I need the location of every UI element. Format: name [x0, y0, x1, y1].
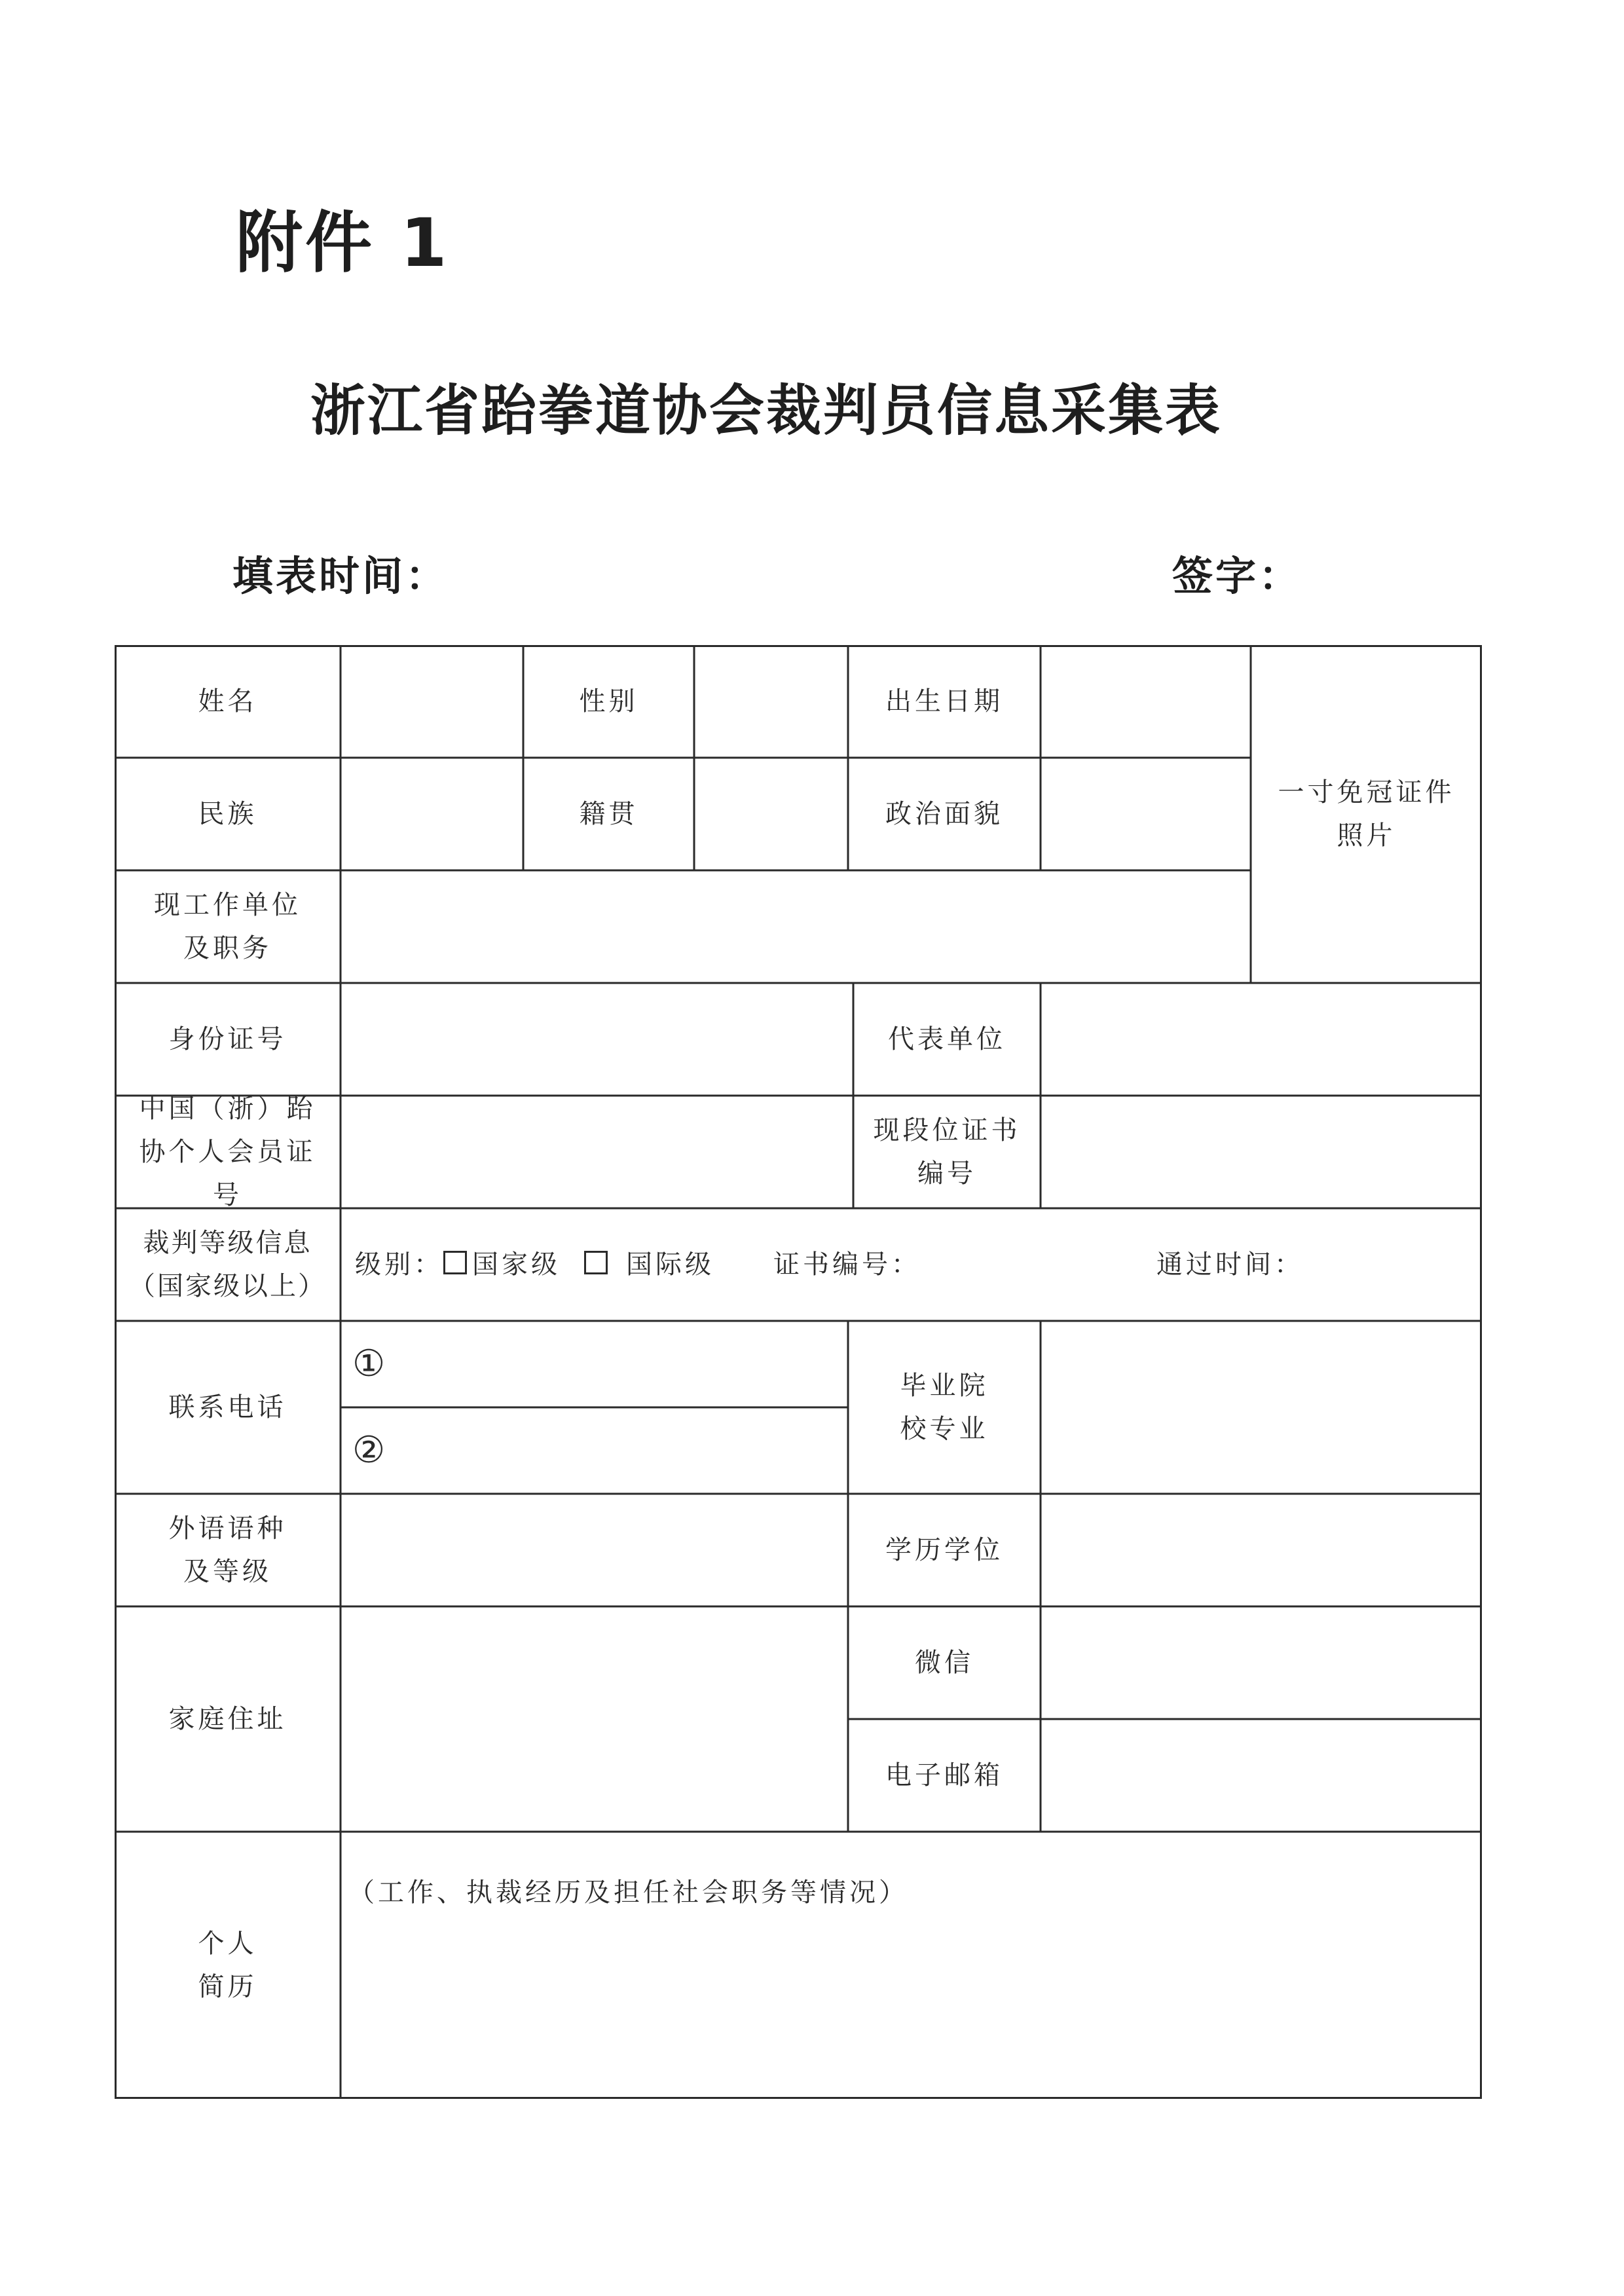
id-number-label: 身份证号	[168, 1024, 287, 1054]
referee-level-row	[341, 1208, 1482, 1321]
phone-1-marker: ①	[352, 1342, 386, 1385]
gender-label: 性别	[579, 686, 638, 716]
email-field[interactable]	[1041, 1719, 1482, 1832]
work-unit-field[interactable]	[341, 870, 1251, 983]
page-title: 浙江省跆拳道协会裁判员信息采集表	[310, 379, 1222, 443]
birth-date-field[interactable]	[1041, 645, 1251, 758]
home-address-field[interactable]	[341, 1606, 848, 1832]
member-no-field[interactable]	[341, 1096, 853, 1208]
work-unit-label: 现工作单位及职务	[154, 890, 301, 963]
email-label: 电子邮箱	[885, 1760, 1003, 1790]
school-major-label: 毕业院校专业	[900, 1371, 989, 1444]
resume-label: 个人简历	[198, 1929, 257, 2002]
dan-cert-no-field[interactable]	[1041, 1096, 1482, 1208]
photo-placeholder[interactable]: 一寸免冠证件照片	[1278, 777, 1455, 851]
education-label: 学历学位	[885, 1535, 1003, 1565]
annex-label: 附件 1	[236, 204, 450, 282]
resume-hint: （工作、执裁经历及担任社会职务等情况）	[348, 1878, 908, 1908]
home-address-label: 家庭住址	[168, 1704, 287, 1734]
fill-date-label: 填表时间：	[232, 552, 449, 600]
level-international-label: 国际级	[626, 1250, 714, 1280]
ethnicity-label: 民族	[198, 799, 257, 829]
referee-level-label: 裁判等级信息（国家级以上）	[129, 1228, 326, 1301]
wechat-label: 微信	[915, 1648, 974, 1678]
cert-no-label: 证书编号：	[773, 1250, 921, 1280]
pass-time-label: 通过时间：	[1156, 1250, 1304, 1280]
phone-2-field[interactable]	[341, 1407, 848, 1494]
school-major-field[interactable]	[1041, 1321, 1482, 1494]
foreign-language-label: 外语语种及等级	[168, 1513, 287, 1587]
id-number-field[interactable]	[341, 983, 853, 1096]
checkbox-national[interactable]	[443, 1251, 467, 1274]
info-form-table	[115, 645, 1482, 2099]
phone-1-field[interactable]	[341, 1321, 848, 1407]
checkbox-international[interactable]	[584, 1251, 608, 1274]
foreign-language-field[interactable]	[341, 1494, 848, 1606]
wechat-field[interactable]	[1041, 1606, 1482, 1719]
ethnicity-field[interactable]	[341, 758, 523, 870]
represent-unit-field[interactable]	[1041, 983, 1482, 1096]
political-status-label: 政治面貌	[885, 799, 1003, 829]
resume-field[interactable]	[341, 1832, 1482, 2099]
dan-cert-no-label: 现段位证书编号	[873, 1115, 1021, 1189]
political-status-field[interactable]	[1041, 758, 1251, 870]
signature-label: 签字：	[1172, 552, 1302, 600]
represent-unit-label: 代表单位	[888, 1024, 1006, 1054]
native-place-field[interactable]	[694, 758, 848, 870]
native-place-label: 籍贯	[579, 799, 638, 829]
education-field[interactable]	[1041, 1494, 1482, 1606]
level-prefix: 级别：	[355, 1250, 443, 1280]
member-no-label: 中国（浙）跆协个人会员证号	[139, 1094, 316, 1210]
birth-date-label: 出生日期	[885, 686, 1003, 716]
level-national-label: 国家级	[472, 1250, 561, 1280]
gender-field[interactable]	[694, 645, 848, 758]
phone-label: 联系电话	[168, 1392, 287, 1422]
name-label: 姓名	[198, 686, 257, 716]
name-field[interactable]	[341, 645, 523, 758]
phone-2-marker: ②	[352, 1429, 386, 1472]
